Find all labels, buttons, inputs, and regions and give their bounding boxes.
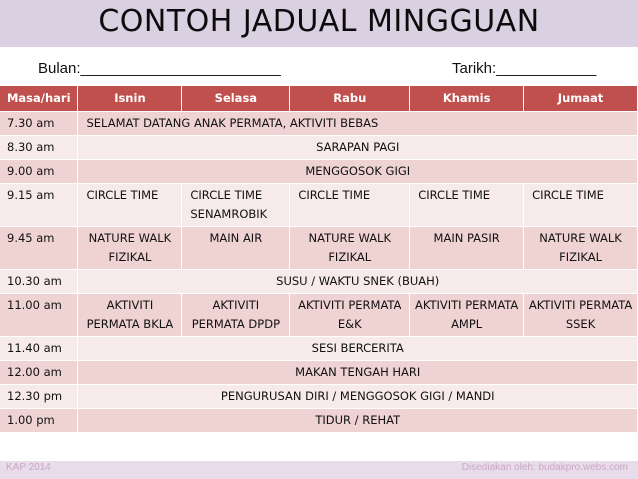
page-title: CONTOH JADUAL MINGGUAN xyxy=(98,4,540,39)
activity-cell: CIRCLE TIME SENAMROBIK xyxy=(182,183,290,226)
time-cell: 9.15 am xyxy=(0,183,78,226)
table-row xyxy=(0,159,638,183)
activity-cell: SESI BERCERITA xyxy=(78,336,638,360)
table-row xyxy=(0,183,638,226)
time-cell: 1.00 pm xyxy=(0,408,78,432)
table-row xyxy=(0,360,638,384)
footer-credit-text: Disediakan oleh: budakpro.webs.com xyxy=(461,462,628,473)
activity-cell: AKTIVITI PERMATA SSEK xyxy=(524,293,638,336)
activity-cell: PENGURUSAN DIRI / MENGGOSOK GIGI / MANDI xyxy=(78,384,638,408)
activity-cell: CIRCLE TIME xyxy=(290,183,410,226)
time-cell: 9.45 am xyxy=(0,226,78,269)
header-rabu: Rabu xyxy=(290,86,410,111)
table-row xyxy=(0,111,638,135)
table-row xyxy=(0,269,638,293)
activity-cell: SELAMAT DATANG ANAK PERMATA, AKTIVITI BEBAS xyxy=(78,111,638,135)
activity-cell: MAIN PASIR xyxy=(410,226,524,269)
time-cell: 11.00 am xyxy=(0,293,78,336)
activity-cell: AKTIVITI PERMATA E&K xyxy=(290,293,410,336)
weekly-schedule-table xyxy=(0,86,638,432)
header-khamis: Khamis xyxy=(410,86,524,111)
table-row xyxy=(0,226,638,269)
activity-cell: SARAPAN PAGI xyxy=(78,135,638,159)
activity-cell: TIDUR / REHAT xyxy=(78,408,638,432)
activity-cell: AKTIVITI PERMATA AMPL xyxy=(410,293,524,336)
activity-cell: CIRCLE TIME xyxy=(78,183,182,226)
bulan-field: Bulan:________________________ xyxy=(38,60,281,77)
activity-cell: SUSU / WAKTU SNEK (BUAH) xyxy=(78,269,638,293)
time-cell: 8.30 am xyxy=(0,135,78,159)
table-row xyxy=(0,336,638,360)
activity-cell: CIRCLE TIME xyxy=(524,183,638,226)
table-row xyxy=(0,135,638,159)
time-cell: 11.40 am xyxy=(0,336,78,360)
time-cell: 7.30 am xyxy=(0,111,78,135)
activity-cell: NATURE WALK FIZIKAL xyxy=(524,226,638,269)
table-row xyxy=(0,384,638,408)
time-cell: 10.30 am xyxy=(0,269,78,293)
activity-cell: AKTIVITI PERMATA BKLA xyxy=(78,293,182,336)
header-isnin: Isnin xyxy=(78,86,182,111)
time-cell: 9.00 am xyxy=(0,159,78,183)
activity-cell: AKTIVITI PERMATA DPDP xyxy=(182,293,290,336)
header-jumaat: Jumaat xyxy=(524,86,638,111)
activity-cell: MENGGOSOK GIGI xyxy=(78,159,638,183)
table-row xyxy=(0,293,638,336)
activity-cell: NATURE WALK FIZIKAL xyxy=(290,226,410,269)
header-row xyxy=(0,86,638,111)
footer-left-text: KAP 2014 xyxy=(6,462,51,473)
activity-cell: NATURE WALK FIZIKAL xyxy=(78,226,182,269)
activity-cell: MAKAN TENGAH HARI xyxy=(78,360,638,384)
table-row xyxy=(0,408,638,432)
tarikh-field: Tarikh:____________ xyxy=(452,60,597,77)
time-cell: 12.00 am xyxy=(0,360,78,384)
header-selasa: Selasa xyxy=(182,86,290,111)
activity-cell: MAIN AIR xyxy=(182,226,290,269)
time-cell: 12.30 pm xyxy=(0,384,78,408)
header-masa: Masa/hari xyxy=(0,86,78,111)
activity-cell: CIRCLE TIME xyxy=(410,183,524,226)
